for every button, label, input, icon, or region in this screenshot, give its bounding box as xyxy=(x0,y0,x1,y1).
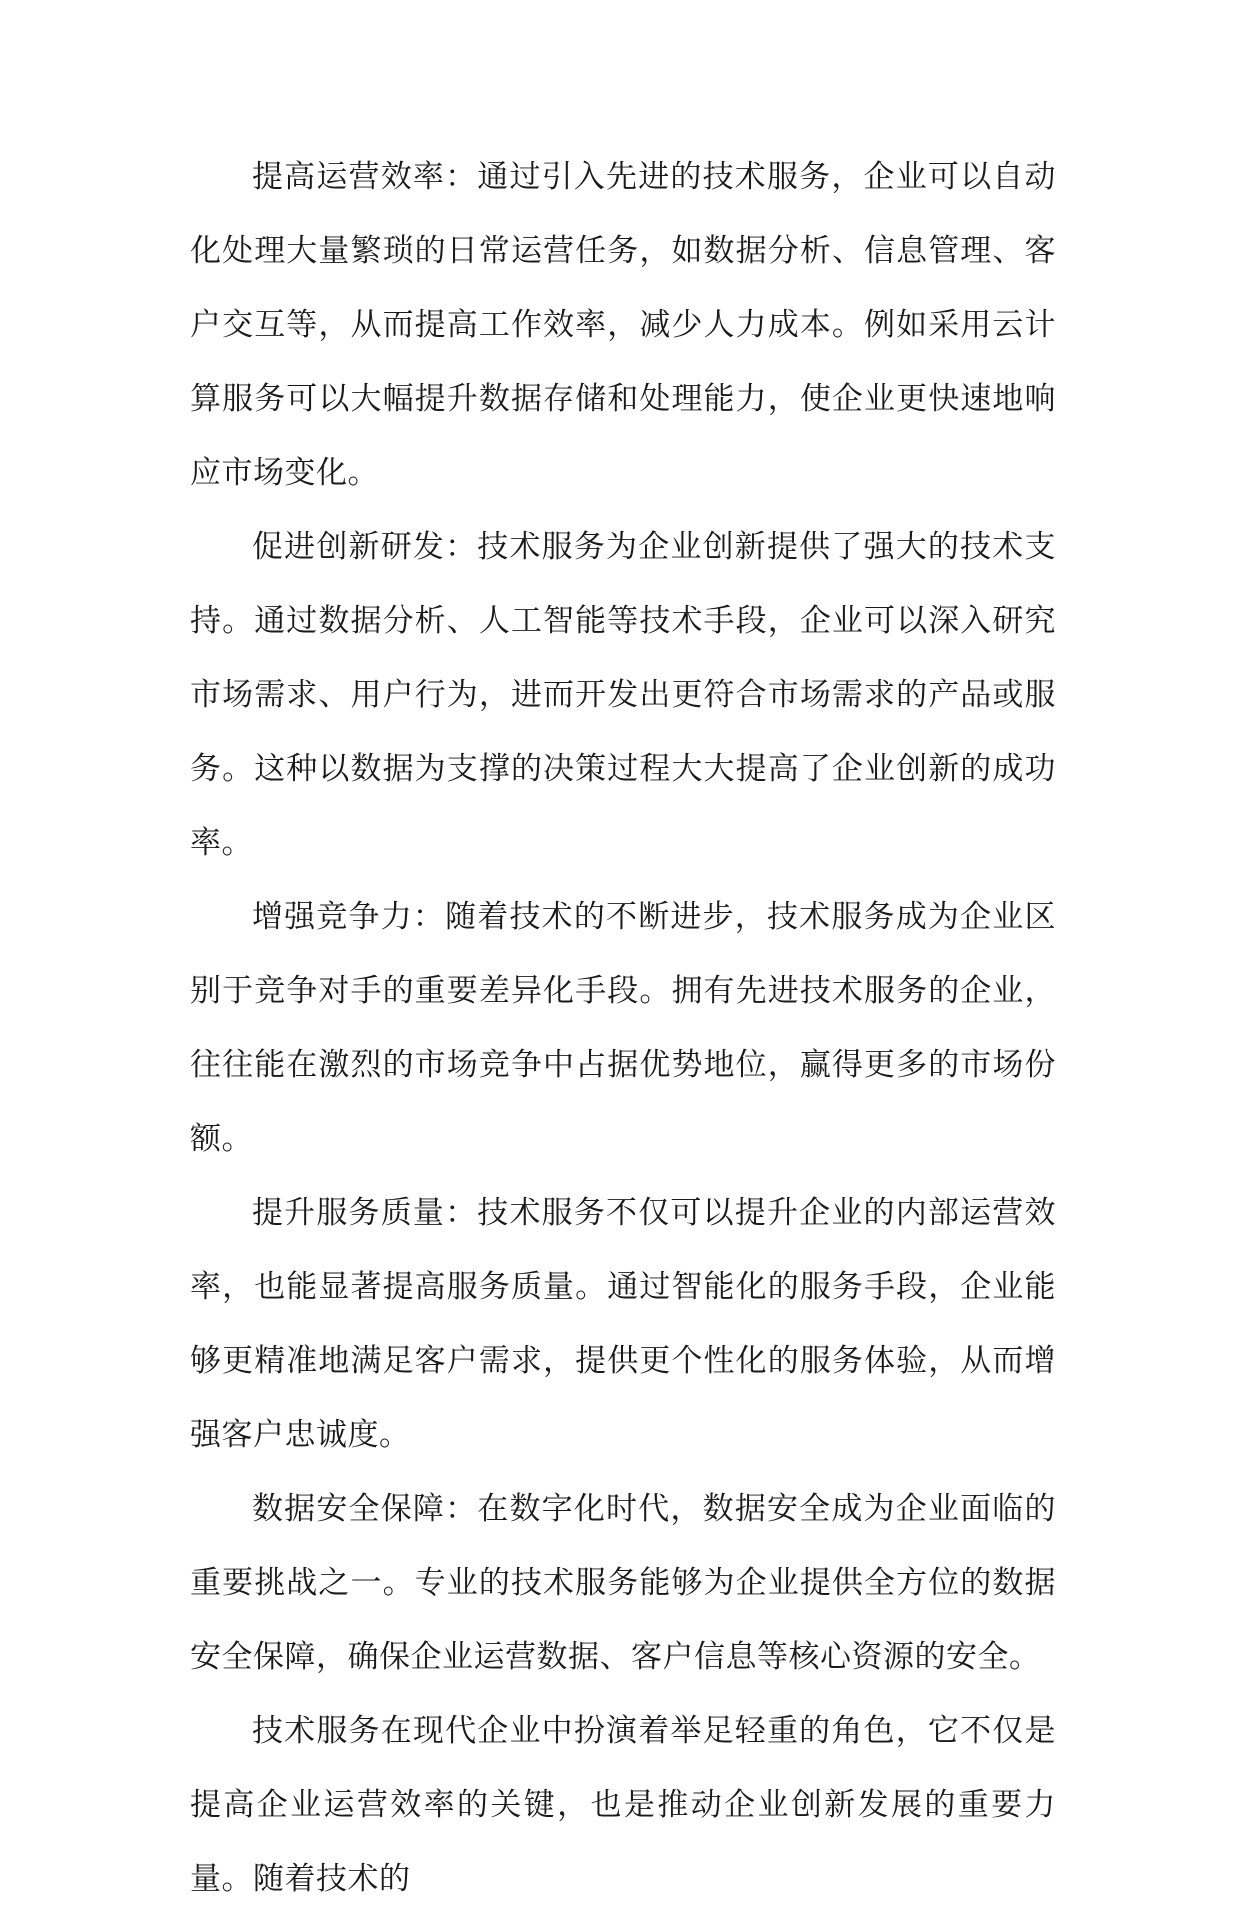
paragraph-innovation-rd: 促进创新研发：技术服务为企业创新提供了强大的技术支持。通过数据分析、人工智能等技术手段，企业可以深入研究市场需求、用户行为，进而开发出更符合市场需求的产品或服务。这种以数据为支撑的决策过程大大提高了企业创新的成功率。 xyxy=(190,529,1056,861)
paragraph-service-quality: 提升服务质量：技术服务不仅可以提升企业的内部运营效率，也能显著提高服务质量。通过智能化的服务手段，企业能够更精准地满足客户需求，提供更个性化的服务体验，从而增强客户忠诚度。 xyxy=(190,1195,1056,1453)
paragraph-conclusion: 技术服务在现代企业中扮演着举足轻重的角色，它不仅是提高企业运营效率的关键，也是推动企业创新发展的重要力量。随着技术的 xyxy=(190,1713,1056,1897)
paragraph-operational-efficiency: 提高运营效率：通过引入先进的技术服务，企业可以自动化处理大量繁琐的日常运营任务，如数据分析、信息管理、客户交互等，从而提高工作效率，减少人力成本。例如采用云计算服务可以大幅提升数据存储和处理能力，使企业更快速地响应市场变化。 xyxy=(190,159,1056,491)
document-body xyxy=(190,140,1056,1916)
paragraph-data-security: 数据安全保障：在数字化时代，数据安全成为企业面临的重要挑战之一。专业的技术服务能够为企业提供全方位的数据安全保障，确保企业运营数据、客户信息等核心资源的安全。 xyxy=(190,1491,1056,1675)
paragraph-competitiveness: 增强竞争力：随着技术的不断进步，技术服务成为企业区别于竞争对手的重要差异化手段。拥有先进技术服务的企业，往往能在激烈的市场竞争中占据优势地位，赢得更多的市场份额。 xyxy=(190,899,1056,1157)
